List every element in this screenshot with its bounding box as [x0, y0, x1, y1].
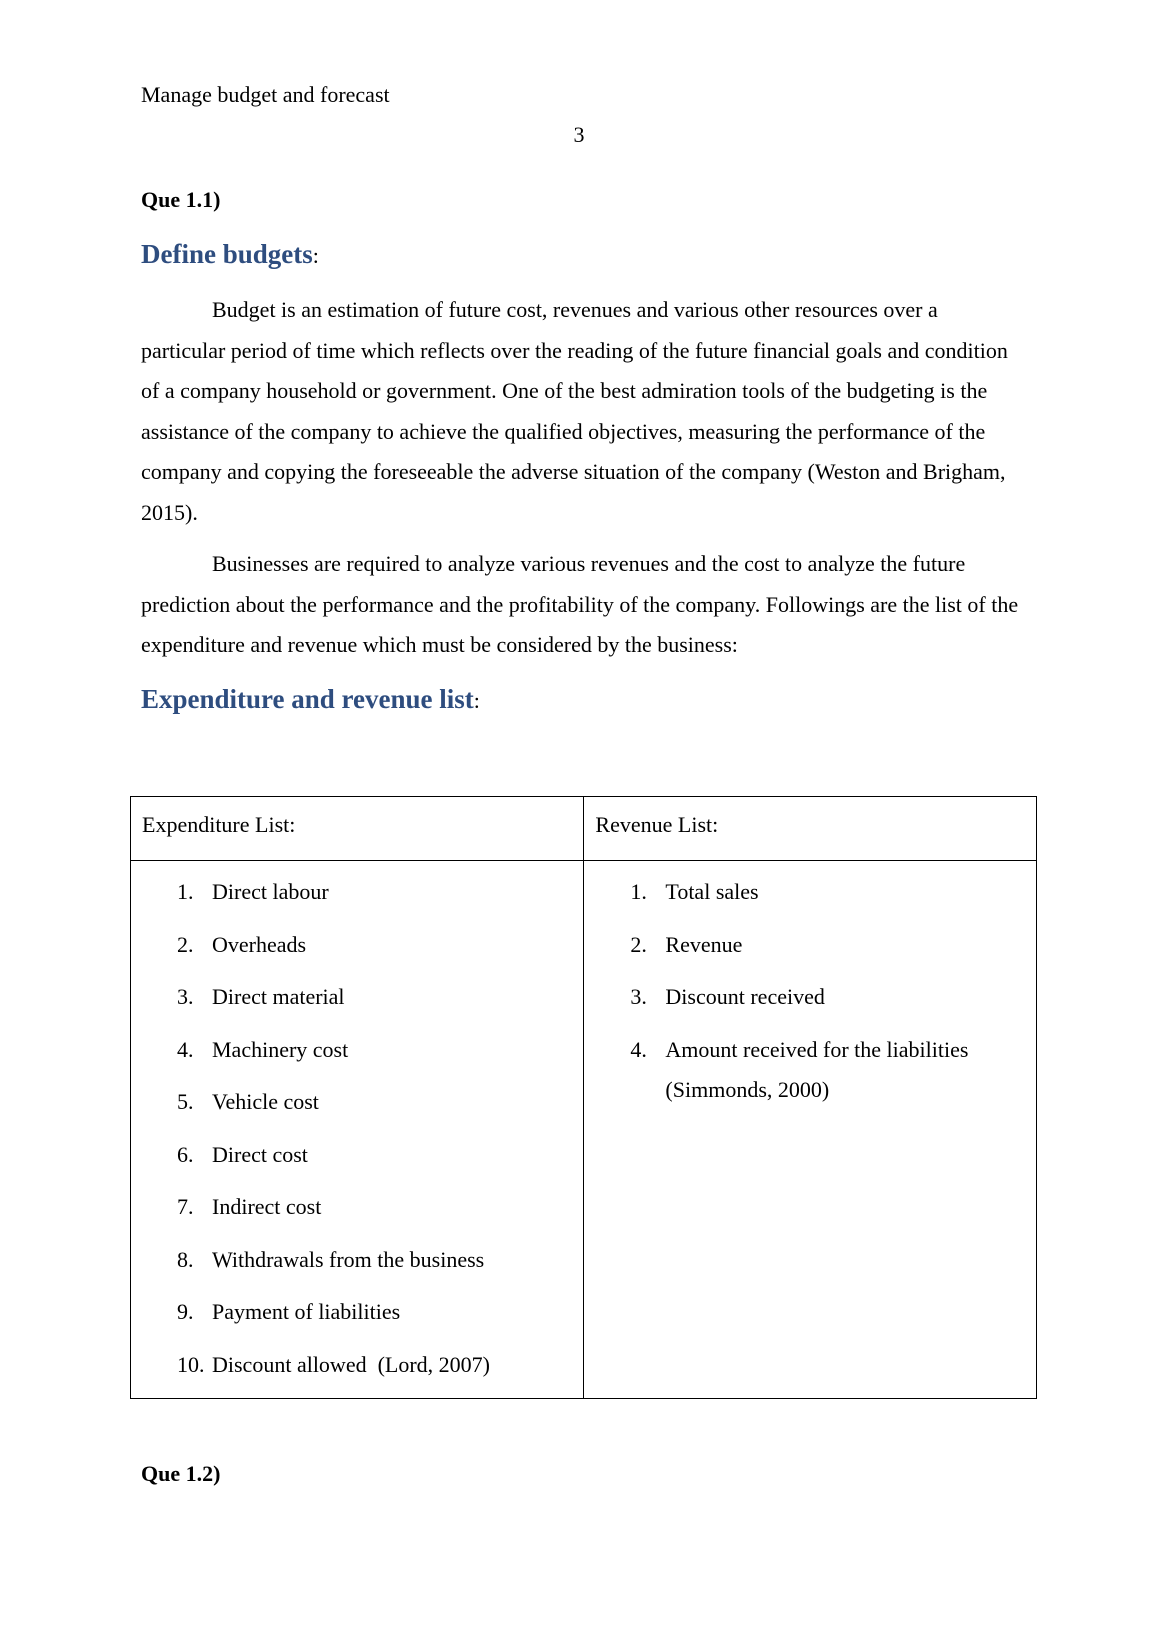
page-number: 3 [573, 122, 585, 147]
list-item-text: Revenue [665, 931, 743, 957]
list-item [131, 1187, 583, 1227]
list-item [584, 925, 1036, 965]
list-item-number: 10. [177, 1351, 205, 1377]
expenditure-header-cell [131, 797, 584, 861]
list-item [131, 1082, 583, 1122]
revenue-header-text: Revenue List: [595, 812, 719, 837]
list-item-text: Amount received for the liabilities (Simmonds, 2000) [665, 1036, 969, 1102]
expenditure-revenue-heading [141, 681, 480, 719]
list-item [584, 977, 1036, 1017]
list-item-number: 5. [177, 1089, 194, 1114]
list-item-number: 2. [630, 931, 647, 957]
heading-colon: : [473, 688, 480, 713]
define-budgets-heading [141, 236, 319, 274]
expenditure-list-cell [131, 861, 584, 1399]
expenditure-revenue-table [130, 796, 1037, 1399]
list-item-number: 2. [177, 931, 194, 957]
list-item [131, 1240, 583, 1280]
budget-definition-paragraph: Budget is an estimation of future cost, revenues and various other resources over a particular period of time which reflects over the reading of the future financial goals and condition of a company household or government. One of the best admiration tools of the budgeting is the assistance of the company to achieve the qualified objectives, measuring the performance of the company and copying the foreseeable the adverse situation of the company (Weston and Brigham, 2015). [141, 297, 1008, 525]
list-item-number: 4. [177, 1036, 194, 1062]
list-item-text: Direct cost [212, 1141, 308, 1167]
list-item-text: Direct labour [212, 879, 329, 904]
list-item-number: 1. [630, 879, 647, 904]
expenditure-header-text: Expenditure List: [142, 812, 296, 837]
list-item-text: Direct material [212, 984, 345, 1009]
define-budgets-heading-text: Define budgets [141, 239, 313, 269]
list-item-number: 6. [177, 1141, 194, 1167]
business-analysis-paragraph: Businesses are required to analyze various revenues and the cost to analyze the future prediction about the performance and the profitability of the company. Followings are the list of the expenditure and revenue which must be considered by the business: [141, 551, 1019, 658]
expenditure-revenue-heading-text: Expenditure and revenue list [141, 684, 474, 714]
list-item [131, 1292, 583, 1332]
list-item-text: Vehicle cost [212, 1089, 319, 1114]
list-item [131, 977, 583, 1017]
list-item-text: Overheads [212, 931, 307, 957]
list-item [584, 1030, 1036, 1110]
list-item-text: Payment of liabilities [212, 1299, 401, 1324]
list-item-number: 1. [177, 879, 194, 904]
list-item [131, 872, 583, 912]
revenue-header-cell [584, 797, 1037, 861]
revenue-list-cell [584, 861, 1037, 1399]
question-label-1-2: Que 1.2) [141, 1461, 221, 1486]
list-item-text: Withdrawals from the business [212, 1246, 485, 1272]
running-header-title: Manage budget and forecast [141, 82, 390, 107]
list-item-number: 3. [177, 984, 194, 1009]
revenue-list [584, 861, 1036, 1110]
list-item-text: Machinery cost [212, 1036, 349, 1062]
table-header-row [131, 797, 1037, 861]
table-body-row [131, 861, 1037, 1399]
list-item-number: 3. [630, 984, 647, 1009]
list-item-text: Indirect cost [212, 1194, 322, 1219]
list-item-text: Total sales [665, 879, 759, 904]
list-item [131, 1135, 583, 1175]
question-label-1-1: Que 1.1) [141, 187, 221, 212]
list-item-number: 7. [177, 1194, 194, 1219]
list-item-text: Discount received [665, 984, 825, 1009]
list-item [131, 1030, 583, 1070]
list-item-number: 9. [177, 1299, 194, 1324]
list-item [131, 1345, 583, 1385]
list-item [584, 872, 1036, 912]
list-item-number: 8. [177, 1246, 194, 1272]
heading-colon: : [312, 243, 319, 268]
expenditure-list [131, 861, 583, 1385]
list-item [131, 925, 583, 965]
list-item-text: Discount allowed (Lord, 2007) [212, 1351, 490, 1377]
list-item-number: 4. [630, 1036, 647, 1062]
